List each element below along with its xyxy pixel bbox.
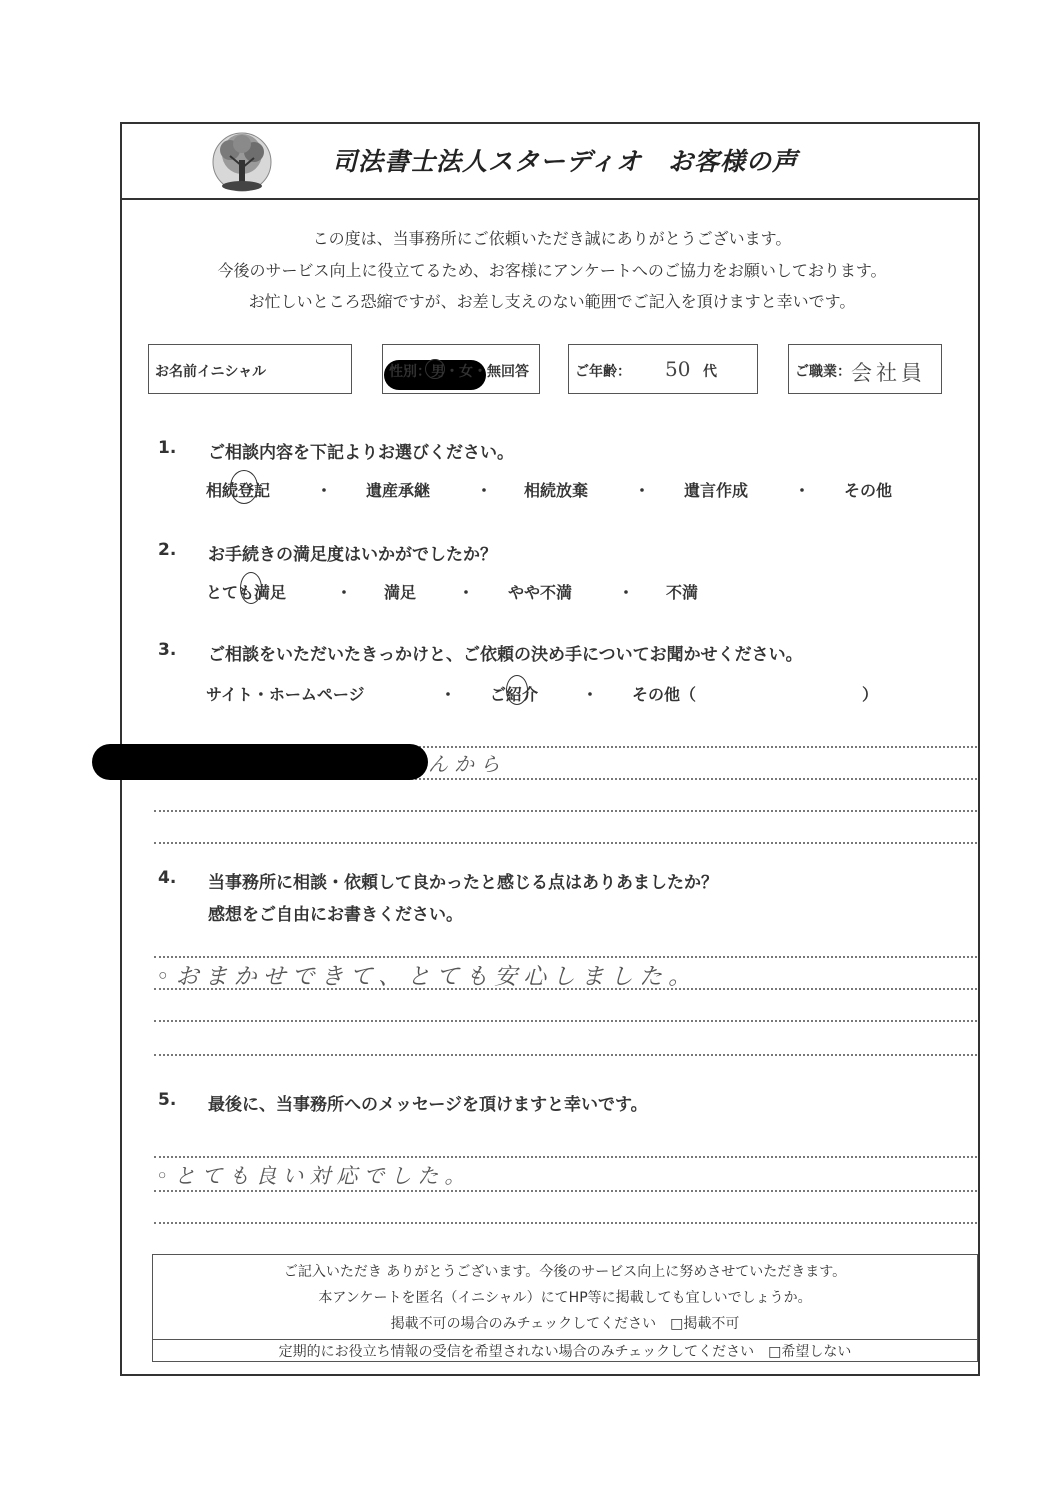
q3-option-3-close: ） [862, 685, 879, 704]
q2-selected-circle [240, 572, 262, 604]
initial-label: お名前イニシャル [155, 364, 267, 380]
q4-text-2: 感想をご自由にお書きください。 [208, 905, 463, 925]
footer-publish-checkbox[interactable]: 掲載不可の場合のみチェックしてください □掲載不可 [390, 1316, 740, 1332]
q1-text: ご相談内容を下記よりお選びください。 [208, 443, 514, 463]
q3-answer-line-4 [154, 842, 977, 844]
q2-sep-1: ・ [336, 583, 353, 602]
q1-option-5[interactable]: その他 [844, 481, 893, 500]
intro-line-2: 今後のサービス向上に役立てるため、お客様にアンケートへのご協力をお願いしております。 [217, 261, 887, 280]
q1-option-1[interactable]: 相続登記 [206, 481, 271, 500]
q3-text: ご相談をいただいたきっかけと、ご依頼の決め手についてお聞かせください。 [208, 645, 803, 665]
footer-newsletter-checkbox[interactable]: 定期的にお役立ち情報の受信を希望されない場合のみチェックしてください □希望しない [278, 1344, 852, 1360]
age-value: 50 [665, 357, 691, 381]
gender-field[interactable] [382, 344, 540, 394]
q3-selected-circle [506, 675, 528, 705]
form-title: 司法書士法人スターディオ お客様の声 [332, 147, 799, 176]
form-header [122, 124, 978, 200]
q2-option-1[interactable]: とても満足 [206, 583, 287, 602]
q3-answer-line-3 [154, 810, 977, 812]
footer-line-2: 本アンケートを匿名（イニシャル）にてHP等に掲載しても宜しいでしょうか。 [318, 1290, 812, 1306]
q4-number: 4. [158, 868, 177, 888]
intro-line-3: お忙しいところ恐縮ですが、お差し支えのない範囲でご記入を頂けますと幸いです。 [248, 292, 856, 311]
q3-option-3[interactable]: その他（ [632, 685, 697, 704]
age-field[interactable] [568, 344, 758, 394]
q1-option-3[interactable]: 相続放棄 [524, 481, 589, 500]
q4-text: 当事務所に相談・依頼して良かったと感じる点はありあましたか？ [208, 873, 718, 893]
q4-answer-line-3 [154, 1020, 977, 1022]
initial-field[interactable] [148, 344, 352, 394]
survey-form [120, 122, 980, 1376]
q2-option-4[interactable]: 不満 [666, 583, 699, 602]
footer-notice-box [152, 1254, 978, 1362]
q5-text: 最後に、当事務所へのメッセージを頂けますと幸いです。 [208, 1095, 648, 1115]
q1-sep-1: ・ [316, 481, 333, 500]
intro-line-1: この度は、当事務所にご依頼いただき誠にありがとうございます。 [312, 229, 792, 248]
q2-option-3[interactable]: やや不満 [508, 583, 573, 602]
job-label: ご職業： [795, 364, 851, 380]
q1-option-4[interactable]: 遺言作成 [684, 481, 749, 500]
q1-option-2[interactable]: 遺産承継 [366, 481, 431, 500]
q1-selected-circle [230, 470, 258, 504]
q4-answer-line-4 [154, 1054, 977, 1056]
q5-answer-line-3 [154, 1222, 977, 1224]
q4-answer-text: ◦おまかせできて、とても安心しました。 [156, 964, 698, 990]
q5-number: 5. [158, 1090, 177, 1110]
redacted-referrer [92, 744, 428, 780]
footer-line-1: ご記入いただき ありがとうございます。今後のサービス向上に努めさせていただきます。 [283, 1264, 847, 1280]
q1-number: 1. [158, 438, 177, 458]
q2-option-2[interactable]: 満足 [384, 583, 417, 602]
q2-sep-2: ・ [458, 583, 475, 602]
gender-label: 性別：男・女・無回答 [389, 364, 529, 380]
q1-sep-4: ・ [794, 481, 811, 500]
q3-option-1[interactable]: サイト・ホームページ [206, 685, 365, 704]
q2-number: 2. [158, 540, 177, 560]
q2-text: お手続きの満足度はいかがでしたか？ [208, 545, 497, 565]
q3-sep-1: ・ [440, 685, 457, 704]
q3-sep-2: ・ [582, 685, 599, 704]
q3-number: 3. [158, 640, 177, 660]
age-suffix: 代 [703, 364, 717, 380]
q1-sep-3: ・ [634, 481, 651, 500]
gender-selected-circle [425, 359, 445, 379]
q3-answer-text: んから [428, 752, 506, 776]
q5-answer-line-1 [154, 1156, 977, 1158]
footer-divider [153, 1339, 977, 1340]
q5-answer-text: ◦とても良い対応でした。 [156, 1164, 472, 1188]
tree-logo-icon [212, 130, 272, 194]
q2-sep-3: ・ [618, 583, 635, 602]
job-value: 会社員 [851, 361, 926, 385]
q1-sep-2: ・ [476, 481, 493, 500]
q3-option-2[interactable]: ご紹介 [490, 685, 539, 704]
q5-answer-line-2 [154, 1190, 977, 1192]
job-field[interactable] [788, 344, 942, 394]
age-label: ご年齢： [575, 364, 631, 380]
